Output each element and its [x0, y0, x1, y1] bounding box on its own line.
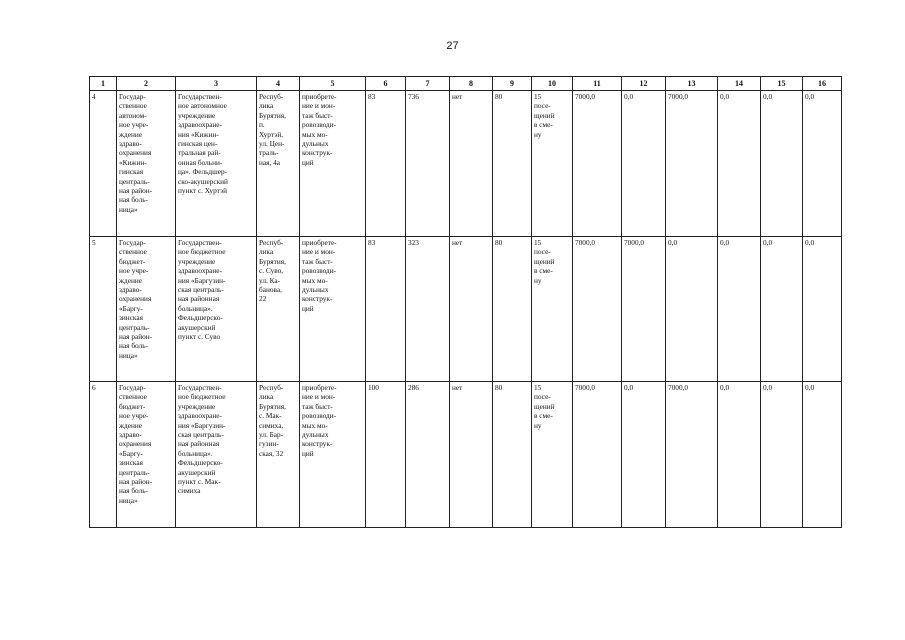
column-header: 12: [622, 77, 666, 91]
table-cell: 0,0: [718, 91, 761, 237]
table-cell: 6: [90, 382, 117, 528]
table-cell: 0,0: [803, 91, 842, 237]
table-cell: 286: [406, 382, 450, 528]
table-cell: 7000,0: [573, 237, 622, 382]
column-header: 5: [300, 77, 366, 91]
table-cell: 7000,0: [573, 91, 622, 237]
table-cell: 0,0: [622, 91, 666, 237]
table-cell: 15 посе- щений в сме- ну: [532, 237, 573, 382]
column-header: 15: [761, 77, 803, 91]
page-number: 27: [446, 40, 459, 52]
table-cell: 7000,0: [573, 382, 622, 528]
column-header: 2: [117, 77, 176, 91]
table-cell: 0,0: [803, 382, 842, 528]
table-cell: Государствен- ное бюджетное учреждение здравоохране- ния «Баргузин- ская централь- ная районная больница». Фельдшерско- акушерский пункт с. Мак- симиха: [176, 382, 257, 528]
table-cell: Респуб- лика Бурятия, с. Суво, ул. Ка- банова, 22: [257, 237, 300, 382]
column-header: 9: [493, 77, 532, 91]
column-header: 1: [90, 77, 117, 91]
table-cell: Государствен- ное автономное учреждение здравоохране- ния «Кижин- гинская цен- тральная рай- онная больни- ца». Фельдшер- ско-акушерский пункт с. Хуртэй: [176, 91, 257, 237]
column-header: 10: [532, 77, 573, 91]
table-cell: Государ- ственное бюджет- ное учре- ждение здраво- охранения «Баргу- зинская централь- ная район- ная боль- ница»: [117, 237, 176, 382]
table-cell: 83: [366, 91, 406, 237]
table-cell: 323: [406, 237, 450, 382]
table-cell: 4: [90, 91, 117, 237]
column-header: 4: [257, 77, 300, 91]
table-cell: 0,0: [718, 237, 761, 382]
table-cell: нет: [450, 91, 493, 237]
table-row: [90, 91, 842, 237]
table-cell: 736: [406, 91, 450, 237]
table-cell: 7000,0: [622, 237, 666, 382]
table-cell: 0,0: [666, 237, 718, 382]
table-cell: 15 посе- щений в сме- ну: [532, 91, 573, 237]
table-cell: 0,0: [761, 382, 803, 528]
column-header: 3: [176, 77, 257, 91]
table-cell: Государ- ственное бюджет- ное учре- ждение здраво- охранения «Баргу- зинская централь- ная район- ная боль- ница»: [117, 382, 176, 528]
table-cell: 80: [493, 237, 532, 382]
table-cell: Государ- ственное автоном- ное учре- ждение здраво- охранения «Кижин- гинская централь- ная район- ная боль- ница»: [117, 91, 176, 237]
table-row: [90, 237, 842, 382]
table-cell: Респуб- лика Бурятия, п. Хуртэй, ул. Цен- траль- ная, 4а: [257, 91, 300, 237]
table-cell: 83: [366, 237, 406, 382]
table-cell: приобрете- ние и мон- таж быст- ровозводи- мых мо- дульных конструк- ций: [300, 91, 366, 237]
table-cell: приобрете- ние и мон- таж быст- ровозводи- мых мо- дульных конструк- ций: [300, 382, 366, 528]
table-cell: приобрете- ние и мон- таж быст- ровозводи- мых мо- дульных конструк- ций: [300, 237, 366, 382]
column-header: 11: [573, 77, 622, 91]
table-cell: 0,0: [718, 382, 761, 528]
table-cell: 100: [366, 382, 406, 528]
header-row: [90, 77, 842, 91]
table-cell: Государствен- ное бюджетное учреждение здравоохране- ния «Баргузин- ская централь- ная районная больница». Фельдшерско- акушерский пункт с. Суво: [176, 237, 257, 382]
table-row: [90, 382, 842, 528]
table-cell: Респуб- лика Бурятия, с. Мак- симиха, ул. Бар- гузин- ская, 32: [257, 382, 300, 528]
table-cell: нет: [450, 237, 493, 382]
column-header: 13: [666, 77, 718, 91]
data-table: [89, 76, 842, 528]
column-header: 7: [406, 77, 450, 91]
table-cell: 0,0: [761, 91, 803, 237]
table-cell: 80: [493, 382, 532, 528]
table-cell: 5: [90, 237, 117, 382]
column-header: 16: [803, 77, 842, 91]
column-header: 8: [450, 77, 493, 91]
table-cell: 15 посе- щений в сме- ну: [532, 382, 573, 528]
table-cell: 7000,0: [666, 382, 718, 528]
column-header: 6: [366, 77, 406, 91]
table-cell: 80: [493, 91, 532, 237]
table-cell: нет: [450, 382, 493, 528]
column-header: 14: [718, 77, 761, 91]
table-cell: 0,0: [761, 237, 803, 382]
table-cell: 0,0: [622, 382, 666, 528]
table-cell: 0,0: [803, 237, 842, 382]
table-cell: 7000,0: [666, 91, 718, 237]
